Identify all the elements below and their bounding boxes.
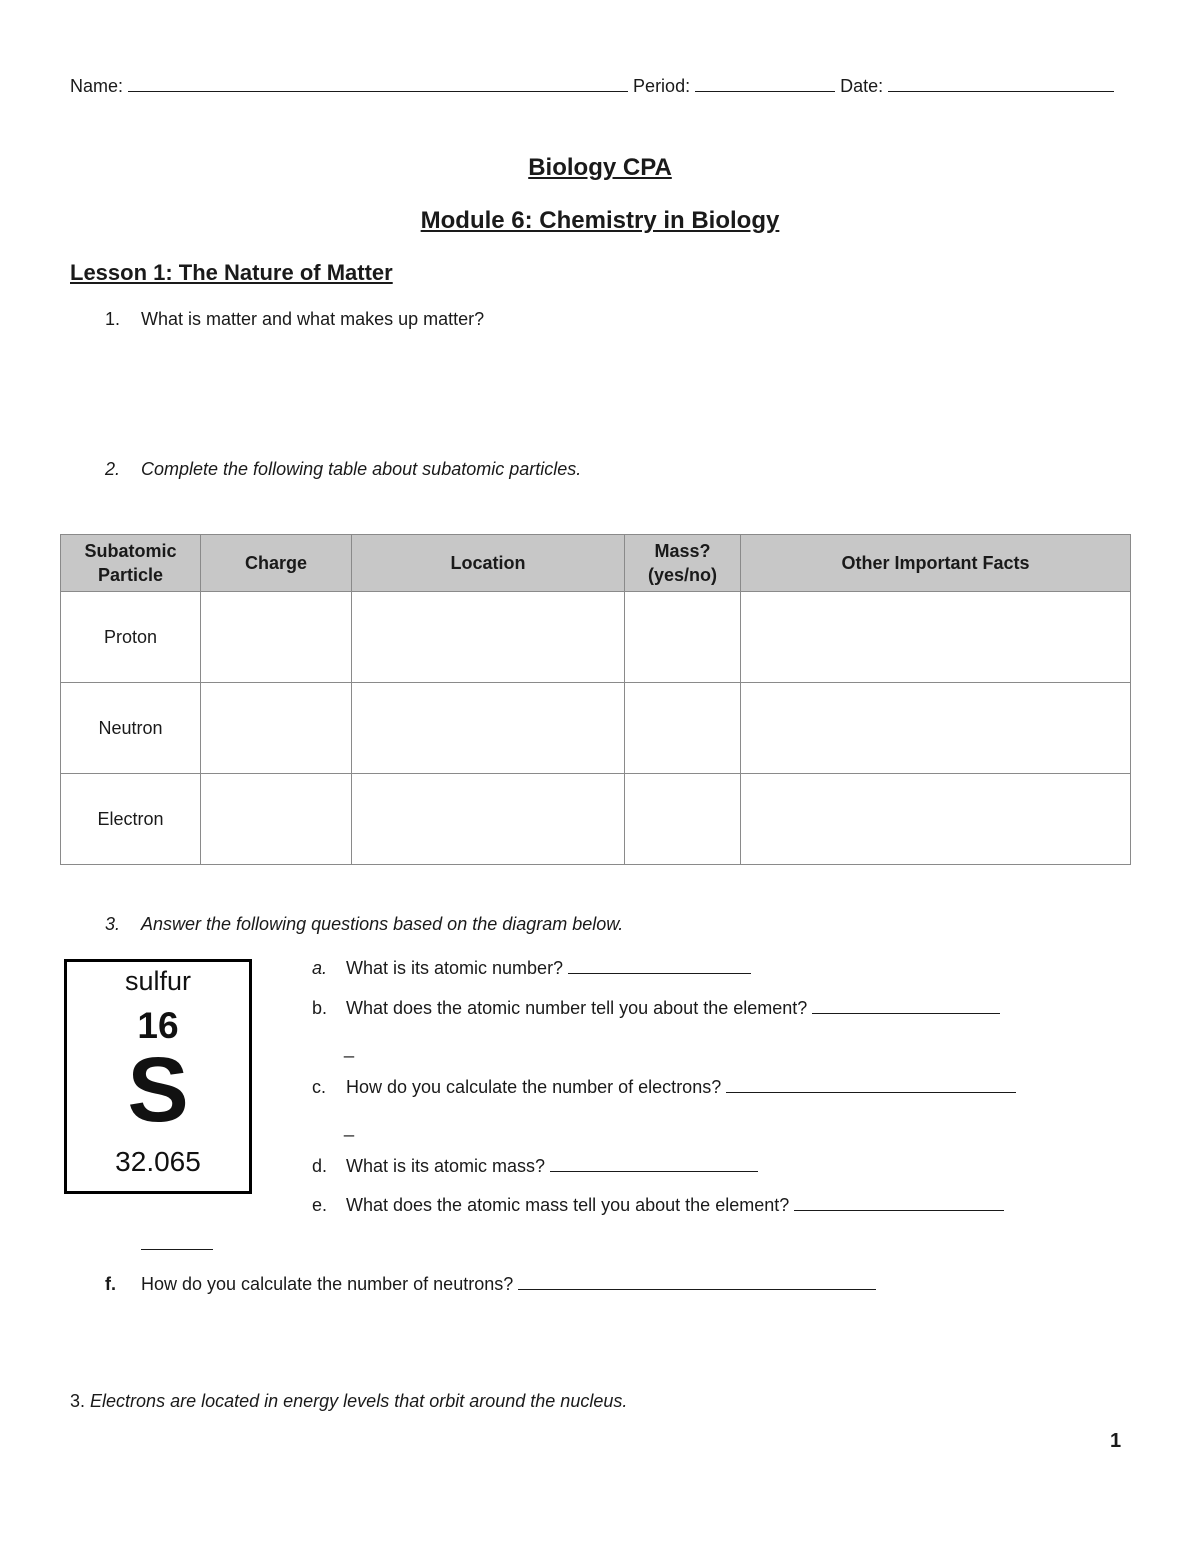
period-label: Period: xyxy=(633,76,691,96)
answer-cell[interactable] xyxy=(201,592,352,683)
date-label: Date: xyxy=(840,76,884,96)
continuation-mark-c: _ xyxy=(344,1117,355,1137)
table-row xyxy=(61,774,1131,865)
answer-blank-b[interactable] xyxy=(812,996,1000,1014)
question-1 xyxy=(105,308,484,330)
subquestion-c-text: How do you calculate the number of electrons? xyxy=(346,1077,722,1097)
answer-cell[interactable] xyxy=(352,683,625,774)
subquestion-d-text: What is its atomic mass? xyxy=(346,1156,546,1176)
module-title: Module 6: Chemistry in Biology xyxy=(420,207,780,234)
answer-cell[interactable] xyxy=(741,592,1131,683)
answer-cell[interactable] xyxy=(201,683,352,774)
table-row xyxy=(61,683,1131,774)
answer-cell[interactable] xyxy=(201,774,352,865)
subquestion-c xyxy=(312,1075,1016,1098)
header-mass: Mass? (yes/no) xyxy=(625,535,741,592)
date-field[interactable] xyxy=(888,74,1114,92)
header-fields xyxy=(70,74,1114,97)
question-2-text: Complete the following table about subatomic particles. xyxy=(141,459,582,479)
answer-cell[interactable] xyxy=(352,774,625,865)
name-field[interactable] xyxy=(128,74,628,92)
question-1-number: 1. xyxy=(105,309,121,329)
answer-cell[interactable] xyxy=(352,592,625,683)
element-atomic-mass: 32.065 xyxy=(115,1146,201,1177)
footer-note xyxy=(70,1390,627,1412)
question-1-text: What is matter and what makes up matter? xyxy=(141,309,485,329)
answer-cell[interactable] xyxy=(625,592,741,683)
answer-cell[interactable] xyxy=(625,774,741,865)
row-label-electron: Electron xyxy=(61,774,201,865)
header-subatomic-particle: Subatomic Particle xyxy=(61,535,201,592)
subquestion-f-text: How do you calculate the number of neutrons? xyxy=(141,1274,514,1294)
answer-blank-f[interactable] xyxy=(518,1272,876,1290)
sulfur-element-tile xyxy=(64,959,252,1194)
answer-cell[interactable] xyxy=(625,683,741,774)
question-3-number: 3. xyxy=(105,914,121,934)
element-name: sulfur xyxy=(124,966,192,996)
subquestion-d xyxy=(312,1154,758,1177)
question-3 xyxy=(105,913,623,935)
answer-cell[interactable] xyxy=(741,774,1131,865)
table-row xyxy=(61,592,1131,683)
question-3-text: Answer the following questions based on the diagram below. xyxy=(141,914,624,934)
subquestion-a-text: What is its atomic number? xyxy=(346,958,564,978)
subatomic-particles-table xyxy=(60,534,1131,865)
question-2 xyxy=(105,458,581,480)
question-2-number: 2. xyxy=(105,459,121,479)
element-symbol: S xyxy=(127,1039,189,1141)
page-number: 1 xyxy=(1110,1430,1122,1452)
subquestion-f xyxy=(105,1272,876,1295)
course-title: Biology CPA xyxy=(528,154,672,181)
answer-blank-d[interactable] xyxy=(550,1154,758,1172)
continuation-mark-b: _ xyxy=(344,1038,355,1058)
answer-blank-e-continued[interactable] xyxy=(141,1249,213,1250)
header-other-facts: Other Important Facts xyxy=(741,535,1131,592)
subquestion-b-letter: b. xyxy=(312,998,328,1018)
lesson-title: Lesson 1: The Nature of Matter xyxy=(70,260,393,285)
header-charge: Charge xyxy=(201,535,352,592)
header-location: Location xyxy=(352,535,625,592)
element-atomic-number: 16 xyxy=(137,1005,179,1046)
footer-note-text: Electrons are located in energy levels that orbit around the nucleus. xyxy=(90,1391,628,1411)
table-header-row xyxy=(61,535,1131,592)
answer-blank-c[interactable] xyxy=(726,1075,1016,1093)
row-label-proton: Proton xyxy=(61,592,201,683)
period-field[interactable] xyxy=(695,74,835,92)
subquestion-e-text: What does the atomic mass tell you about the element? xyxy=(346,1195,790,1215)
name-label: Name: xyxy=(70,76,124,96)
subquestion-b xyxy=(312,996,1000,1019)
subquestion-a-letter: a. xyxy=(312,958,328,978)
subquestion-b-text: What does the atomic number tell you about the element? xyxy=(346,998,808,1018)
subquestion-d-letter: d. xyxy=(312,1156,328,1176)
footer-note-number: 3. xyxy=(70,1391,86,1411)
subquestion-f-letter: f. xyxy=(105,1274,116,1294)
answer-blank-e[interactable] xyxy=(794,1193,1004,1211)
row-label-neutron: Neutron xyxy=(61,683,201,774)
answer-cell[interactable] xyxy=(741,683,1131,774)
subquestion-e-letter: e. xyxy=(312,1195,328,1215)
subquestion-e xyxy=(312,1193,1004,1216)
subquestion-a xyxy=(312,956,751,979)
answer-blank-a[interactable] xyxy=(568,956,751,974)
subquestion-c-letter: c. xyxy=(312,1077,327,1097)
